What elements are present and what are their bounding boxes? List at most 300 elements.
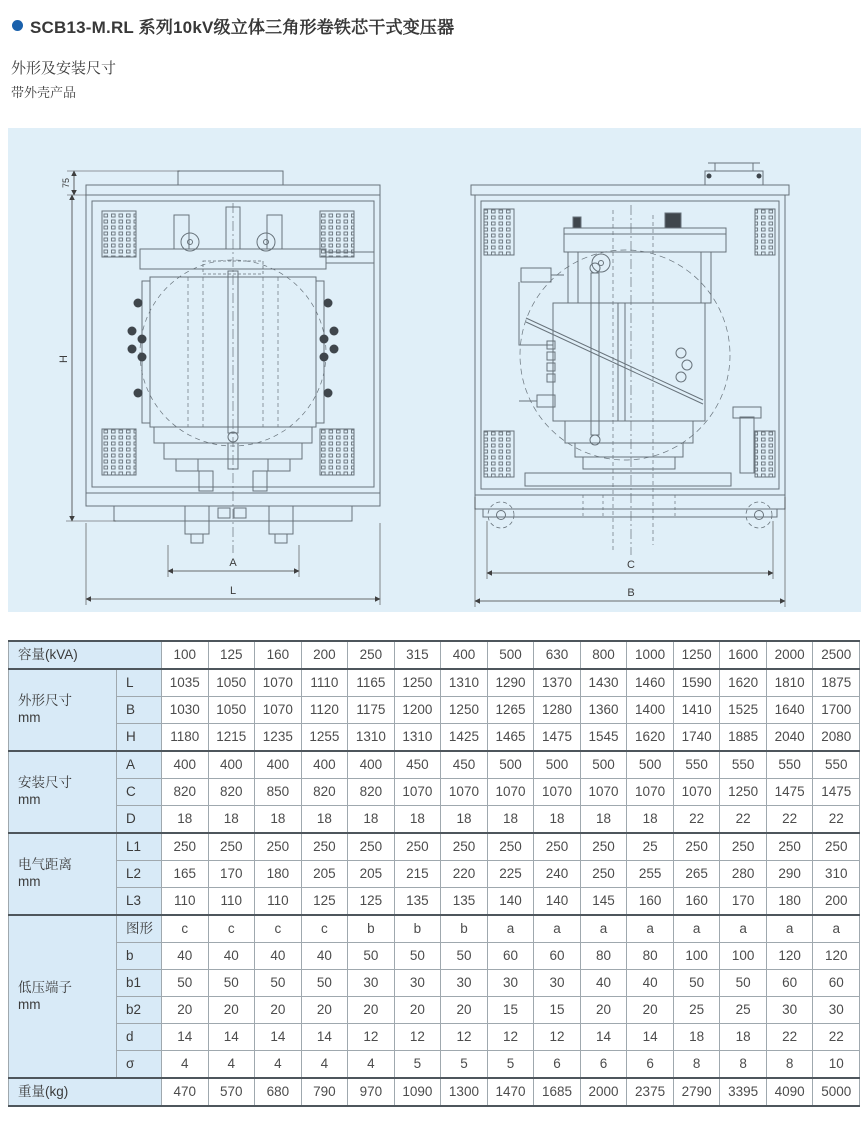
table-row bbox=[9, 861, 860, 888]
capacity-value: 500 bbox=[487, 641, 534, 669]
table-cell: 1165 bbox=[348, 669, 395, 697]
table-cell: 120 bbox=[813, 943, 860, 970]
table-cell: 22 bbox=[813, 806, 860, 834]
table-cell: 165 bbox=[162, 861, 209, 888]
section-subtitle: 外形及安装尺寸 bbox=[11, 60, 117, 77]
table-cell: 40 bbox=[301, 943, 348, 970]
capacity-value: 2000 bbox=[766, 641, 813, 669]
table-cell: 30 bbox=[487, 970, 534, 997]
table-cell: 250 bbox=[394, 833, 441, 861]
table-cell: b bbox=[394, 915, 441, 943]
table-cell: 850 bbox=[255, 779, 302, 806]
table-cell: 22 bbox=[813, 1024, 860, 1051]
side-view-drawing bbox=[453, 155, 808, 615]
table-cell: 250 bbox=[301, 833, 348, 861]
table-row bbox=[9, 1051, 860, 1079]
table-cell: 310 bbox=[813, 861, 860, 888]
table-cell: 100 bbox=[720, 943, 767, 970]
table-cell: 30 bbox=[394, 970, 441, 997]
table-cell: 125 bbox=[301, 888, 348, 916]
weight-value: 2375 bbox=[627, 1078, 674, 1106]
table-cell: 1250 bbox=[441, 697, 488, 724]
row-label: 图形 bbox=[117, 915, 162, 943]
row-label: D bbox=[117, 806, 162, 834]
weight-value: 1300 bbox=[441, 1078, 488, 1106]
table-cell: 2040 bbox=[766, 724, 813, 752]
table-cell: 400 bbox=[348, 751, 395, 779]
table-cell: a bbox=[813, 915, 860, 943]
table-cell: 400 bbox=[255, 751, 302, 779]
table-cell: 40 bbox=[162, 943, 209, 970]
table-cell: 1810 bbox=[766, 669, 813, 697]
table-cell: 4 bbox=[348, 1051, 395, 1079]
table-cell: 1200 bbox=[394, 697, 441, 724]
table-cell: 170 bbox=[208, 861, 255, 888]
table-row bbox=[9, 915, 860, 943]
table-cell: 1070 bbox=[394, 779, 441, 806]
table-cell: 1475 bbox=[766, 779, 813, 806]
row-label: b2 bbox=[117, 997, 162, 1024]
table-cell: 1070 bbox=[255, 697, 302, 724]
table-row bbox=[9, 669, 860, 697]
group-label: 电气距离 mm bbox=[9, 833, 117, 915]
table-cell: 250 bbox=[673, 833, 720, 861]
table-cell: 1620 bbox=[627, 724, 674, 752]
weight-value: 4090 bbox=[766, 1078, 813, 1106]
table-row bbox=[9, 1024, 860, 1051]
product-title: SCB13-M.RL 系列10kV级立体三角形卷铁芯干式变压器 bbox=[30, 18, 455, 37]
row-label: L1 bbox=[117, 833, 162, 861]
table-cell: 240 bbox=[534, 861, 581, 888]
row-label: b bbox=[117, 943, 162, 970]
table-cell: 250 bbox=[441, 833, 488, 861]
capacity-value: 100 bbox=[162, 641, 209, 669]
table-cell: 40 bbox=[255, 943, 302, 970]
dim-label-A: A bbox=[229, 557, 237, 569]
table-cell: 30 bbox=[534, 970, 581, 997]
table-row bbox=[9, 779, 860, 806]
table-cell: 1475 bbox=[813, 779, 860, 806]
weight-value: 2790 bbox=[673, 1078, 720, 1106]
table-cell: a bbox=[766, 915, 813, 943]
table-cell: 10 bbox=[813, 1051, 860, 1079]
table-cell: 15 bbox=[487, 997, 534, 1024]
table-cell: 60 bbox=[534, 943, 581, 970]
drawings-panel bbox=[8, 128, 861, 612]
table-cell: 1070 bbox=[673, 779, 720, 806]
table-cell: 50 bbox=[441, 943, 488, 970]
table-cell: 4 bbox=[208, 1051, 255, 1079]
vent-grid bbox=[320, 429, 354, 475]
table-cell: 1250 bbox=[394, 669, 441, 697]
row-label: L bbox=[117, 669, 162, 697]
table-cell: 1400 bbox=[627, 697, 674, 724]
capacity-value: 160 bbox=[255, 641, 302, 669]
weight-value: 1685 bbox=[534, 1078, 581, 1106]
table-cell: 280 bbox=[720, 861, 767, 888]
table-cell: 20 bbox=[348, 997, 395, 1024]
table-cell: 1410 bbox=[673, 697, 720, 724]
weight-value: 1090 bbox=[394, 1078, 441, 1106]
table-row bbox=[9, 806, 860, 834]
table-cell: 550 bbox=[673, 751, 720, 779]
table-cell: 18 bbox=[394, 806, 441, 834]
row-label: d bbox=[117, 1024, 162, 1051]
table-cell: 1050 bbox=[208, 697, 255, 724]
table-cell: 100 bbox=[673, 943, 720, 970]
table-cell: 14 bbox=[208, 1024, 255, 1051]
table-cell: 250 bbox=[534, 833, 581, 861]
capacity-value: 2500 bbox=[813, 641, 860, 669]
table-cell: 1180 bbox=[162, 724, 209, 752]
vent-grid bbox=[755, 431, 775, 477]
table-cell: 250 bbox=[580, 861, 627, 888]
table-cell: 550 bbox=[766, 751, 813, 779]
table-cell: a bbox=[673, 915, 720, 943]
table-cell: 1120 bbox=[301, 697, 348, 724]
table-cell: 1310 bbox=[441, 669, 488, 697]
table-cell: 18 bbox=[487, 806, 534, 834]
table-cell: 1070 bbox=[255, 669, 302, 697]
table-cell: 4 bbox=[301, 1051, 348, 1079]
table-cell: 18 bbox=[301, 806, 348, 834]
page-title bbox=[12, 13, 454, 38]
table-cell: 400 bbox=[162, 751, 209, 779]
table-cell: 40 bbox=[580, 970, 627, 997]
table-cell: 6 bbox=[580, 1051, 627, 1079]
table-cell: 250 bbox=[162, 833, 209, 861]
group-label: 外形尺寸 mm bbox=[9, 669, 117, 751]
table-cell: 450 bbox=[394, 751, 441, 779]
capacity-value: 315 bbox=[394, 641, 441, 669]
table-cell: 14 bbox=[255, 1024, 302, 1051]
weight-value: 5000 bbox=[813, 1078, 860, 1106]
table-cell: 110 bbox=[208, 888, 255, 916]
table-cell: 20 bbox=[441, 997, 488, 1024]
bullet-icon bbox=[12, 20, 23, 31]
table-cell: 1280 bbox=[534, 697, 581, 724]
table-cell: 4 bbox=[255, 1051, 302, 1079]
table-cell: c bbox=[301, 915, 348, 943]
table-cell: 20 bbox=[394, 997, 441, 1024]
table-cell: 18 bbox=[627, 806, 674, 834]
table-cell: 50 bbox=[208, 970, 255, 997]
weight-label: 重量(kg) bbox=[9, 1078, 162, 1106]
table-cell: 8 bbox=[673, 1051, 720, 1079]
table-cell: 20 bbox=[580, 997, 627, 1024]
table-cell: 1475 bbox=[534, 724, 581, 752]
spec-table bbox=[8, 640, 860, 1107]
table-cell: 20 bbox=[627, 997, 674, 1024]
table-cell: a bbox=[487, 915, 534, 943]
capacity-value: 1250 bbox=[673, 641, 720, 669]
vent-grid bbox=[484, 431, 514, 477]
knobs bbox=[676, 348, 692, 382]
table-cell: 1255 bbox=[301, 724, 348, 752]
table-cell: 250 bbox=[208, 833, 255, 861]
table-cell: a bbox=[627, 915, 674, 943]
table-cell: 5 bbox=[487, 1051, 534, 1079]
table-cell: 500 bbox=[627, 751, 674, 779]
table-cell: a bbox=[534, 915, 581, 943]
table-cell: 120 bbox=[766, 943, 813, 970]
table-cell: 1640 bbox=[766, 697, 813, 724]
terminal-strip bbox=[547, 341, 555, 382]
table-cell: 140 bbox=[534, 888, 581, 916]
table-cell: 6 bbox=[627, 1051, 674, 1079]
table-cell: 18 bbox=[162, 806, 209, 834]
table-cell: 550 bbox=[720, 751, 767, 779]
table-cell: 30 bbox=[766, 997, 813, 1024]
table-cell: 12 bbox=[394, 1024, 441, 1051]
variant-note: 带外壳产品 bbox=[11, 85, 77, 100]
table-cell: b bbox=[348, 915, 395, 943]
table-row bbox=[9, 943, 860, 970]
table-cell: 12 bbox=[348, 1024, 395, 1051]
table-row bbox=[9, 724, 860, 752]
row-label: σ bbox=[117, 1051, 162, 1079]
row-label: C bbox=[117, 779, 162, 806]
table-cell: 60 bbox=[813, 970, 860, 997]
row-label: L2 bbox=[117, 861, 162, 888]
table-cell: 500 bbox=[580, 751, 627, 779]
table-cell: 20 bbox=[208, 997, 255, 1024]
capacity-value: 250 bbox=[348, 641, 395, 669]
table-cell: 18 bbox=[534, 806, 581, 834]
table-cell: 1700 bbox=[813, 697, 860, 724]
capacity-value: 1600 bbox=[720, 641, 767, 669]
table-row bbox=[9, 997, 860, 1024]
capacity-label: 容量(kVA) bbox=[9, 641, 162, 669]
table-cell: 1875 bbox=[813, 669, 860, 697]
table-cell: 18 bbox=[720, 1024, 767, 1051]
vent-grid bbox=[102, 211, 136, 257]
vent-grid bbox=[320, 211, 354, 257]
table-cell: 60 bbox=[766, 970, 813, 997]
table-cell: 1885 bbox=[720, 724, 767, 752]
table-row bbox=[9, 970, 860, 997]
table-cell: 290 bbox=[766, 861, 813, 888]
table-cell: 1070 bbox=[627, 779, 674, 806]
table-cell: 1460 bbox=[627, 669, 674, 697]
table-cell: 50 bbox=[720, 970, 767, 997]
table-cell: 5 bbox=[441, 1051, 488, 1079]
row-label: L3 bbox=[117, 888, 162, 916]
table-cell: 820 bbox=[348, 779, 395, 806]
weight-value: 790 bbox=[301, 1078, 348, 1106]
group-label: 安装尺寸 mm bbox=[9, 751, 117, 833]
table-cell: 1545 bbox=[580, 724, 627, 752]
table-cell: 12 bbox=[534, 1024, 581, 1051]
weight-value: 470 bbox=[162, 1078, 209, 1106]
table-cell: 160 bbox=[673, 888, 720, 916]
table-cell: 140 bbox=[487, 888, 534, 916]
table-cell: c bbox=[255, 915, 302, 943]
table-cell: 180 bbox=[255, 861, 302, 888]
table-cell: 18 bbox=[255, 806, 302, 834]
table-row bbox=[9, 751, 860, 779]
table-cell: 125 bbox=[348, 888, 395, 916]
table-cell: 1110 bbox=[301, 669, 348, 697]
table-cell: 40 bbox=[627, 970, 674, 997]
vent-grid bbox=[484, 209, 514, 255]
table-cell: 12 bbox=[487, 1024, 534, 1051]
table-cell: c bbox=[208, 915, 255, 943]
weight-value: 680 bbox=[255, 1078, 302, 1106]
table-cell: 18 bbox=[348, 806, 395, 834]
table-cell: 215 bbox=[394, 861, 441, 888]
weight-value: 2000 bbox=[580, 1078, 627, 1106]
table-cell: 250 bbox=[255, 833, 302, 861]
table-cell: 250 bbox=[580, 833, 627, 861]
table-cell: 170 bbox=[720, 888, 767, 916]
table-cell: 25 bbox=[627, 833, 674, 861]
front-view-drawing bbox=[58, 153, 398, 613]
table-cell: 1030 bbox=[162, 697, 209, 724]
dim-label-B: B bbox=[627, 587, 635, 599]
table-cell: 14 bbox=[301, 1024, 348, 1051]
table-cell: 820 bbox=[208, 779, 255, 806]
table-cell: 250 bbox=[720, 833, 767, 861]
table-row bbox=[9, 697, 860, 724]
table-cell: 250 bbox=[487, 833, 534, 861]
table-cell: 1070 bbox=[441, 779, 488, 806]
table-cell: 250 bbox=[813, 833, 860, 861]
spec-table-body bbox=[9, 641, 860, 1106]
row-label: B bbox=[117, 697, 162, 724]
transformer-body-side bbox=[519, 205, 761, 555]
dim-label-C: C bbox=[627, 559, 635, 571]
capacity-value: 125 bbox=[208, 641, 255, 669]
table-cell: 5 bbox=[394, 1051, 441, 1079]
table-cell: 1425 bbox=[441, 724, 488, 752]
table-cell: 820 bbox=[162, 779, 209, 806]
table-cell: 22 bbox=[766, 1024, 813, 1051]
table-cell: 110 bbox=[162, 888, 209, 916]
table-cell: 135 bbox=[394, 888, 441, 916]
table-cell: 1070 bbox=[487, 779, 534, 806]
table-cell: 550 bbox=[813, 751, 860, 779]
table-cell: 1070 bbox=[580, 779, 627, 806]
table-cell: 22 bbox=[673, 806, 720, 834]
table-cell: 18 bbox=[441, 806, 488, 834]
table-cell: 1050 bbox=[208, 669, 255, 697]
table-cell: 400 bbox=[301, 751, 348, 779]
row-label: A bbox=[117, 751, 162, 779]
table-cell: 250 bbox=[766, 833, 813, 861]
table-cell: 8 bbox=[766, 1051, 813, 1079]
table-cell: 1590 bbox=[673, 669, 720, 697]
table-row bbox=[9, 641, 860, 669]
table-cell: 12 bbox=[441, 1024, 488, 1051]
weight-value: 970 bbox=[348, 1078, 395, 1106]
table-cell: 1235 bbox=[255, 724, 302, 752]
table-cell: 1310 bbox=[394, 724, 441, 752]
table-cell: 18 bbox=[208, 806, 255, 834]
table-cell: 22 bbox=[720, 806, 767, 834]
group-label: 低压端子 mm bbox=[9, 915, 117, 1078]
table-cell: 18 bbox=[580, 806, 627, 834]
row-label: b1 bbox=[117, 970, 162, 997]
table-cell: 40 bbox=[208, 943, 255, 970]
table-cell: 20 bbox=[255, 997, 302, 1024]
capacity-value: 800 bbox=[580, 641, 627, 669]
table-cell: 8 bbox=[720, 1051, 767, 1079]
table-cell: 1310 bbox=[348, 724, 395, 752]
table-cell: 1250 bbox=[720, 779, 767, 806]
table-cell: 18 bbox=[673, 1024, 720, 1051]
table-cell: 1070 bbox=[534, 779, 581, 806]
table-cell: 1620 bbox=[720, 669, 767, 697]
table-cell: 30 bbox=[441, 970, 488, 997]
table-row bbox=[9, 888, 860, 916]
table-cell: 4 bbox=[162, 1051, 209, 1079]
capacity-value: 1000 bbox=[627, 641, 674, 669]
table-cell: 225 bbox=[487, 861, 534, 888]
table-cell: 25 bbox=[720, 997, 767, 1024]
table-cell: 20 bbox=[301, 997, 348, 1024]
table-cell: a bbox=[580, 915, 627, 943]
weight-value: 570 bbox=[208, 1078, 255, 1106]
table-cell: a bbox=[720, 915, 767, 943]
table-cell: 1265 bbox=[487, 697, 534, 724]
vent-grid bbox=[755, 209, 775, 255]
weight-value: 3395 bbox=[720, 1078, 767, 1106]
table-cell: 50 bbox=[255, 970, 302, 997]
table-cell: 205 bbox=[301, 861, 348, 888]
table-cell: 1035 bbox=[162, 669, 209, 697]
table-cell: 1430 bbox=[580, 669, 627, 697]
table-cell: 160 bbox=[627, 888, 674, 916]
table-cell: 14 bbox=[580, 1024, 627, 1051]
table-cell: 30 bbox=[813, 997, 860, 1024]
table-cell: 1290 bbox=[487, 669, 534, 697]
table-cell: 500 bbox=[534, 751, 581, 779]
vent-grid bbox=[102, 429, 136, 475]
table-cell: 1215 bbox=[208, 724, 255, 752]
table-cell: 1360 bbox=[580, 697, 627, 724]
table-cell: 30 bbox=[348, 970, 395, 997]
table-cell: 220 bbox=[441, 861, 488, 888]
table-cell: 80 bbox=[580, 943, 627, 970]
table-cell: 50 bbox=[301, 970, 348, 997]
table-cell: 15 bbox=[534, 997, 581, 1024]
table-cell: 250 bbox=[348, 833, 395, 861]
table-cell: 1465 bbox=[487, 724, 534, 752]
weight-value: 1470 bbox=[487, 1078, 534, 1106]
table-cell: 265 bbox=[673, 861, 720, 888]
table-cell: 110 bbox=[255, 888, 302, 916]
capacity-value: 400 bbox=[441, 641, 488, 669]
table-cell: 500 bbox=[487, 751, 534, 779]
table-cell: 1370 bbox=[534, 669, 581, 697]
table-cell: 1175 bbox=[348, 697, 395, 724]
table-cell: 80 bbox=[627, 943, 674, 970]
table-cell: 22 bbox=[766, 806, 813, 834]
table-cell: 50 bbox=[394, 943, 441, 970]
table-cell: 1740 bbox=[673, 724, 720, 752]
table-cell: 14 bbox=[162, 1024, 209, 1051]
table-cell: 400 bbox=[208, 751, 255, 779]
dim-label-H: H bbox=[58, 355, 70, 363]
table-cell: 205 bbox=[348, 861, 395, 888]
dim-label-L: L bbox=[229, 585, 237, 597]
table-cell: 6 bbox=[534, 1051, 581, 1079]
capacity-value: 200 bbox=[301, 641, 348, 669]
table-cell: b bbox=[441, 915, 488, 943]
table-cell: 50 bbox=[162, 970, 209, 997]
table-row bbox=[9, 1078, 860, 1106]
